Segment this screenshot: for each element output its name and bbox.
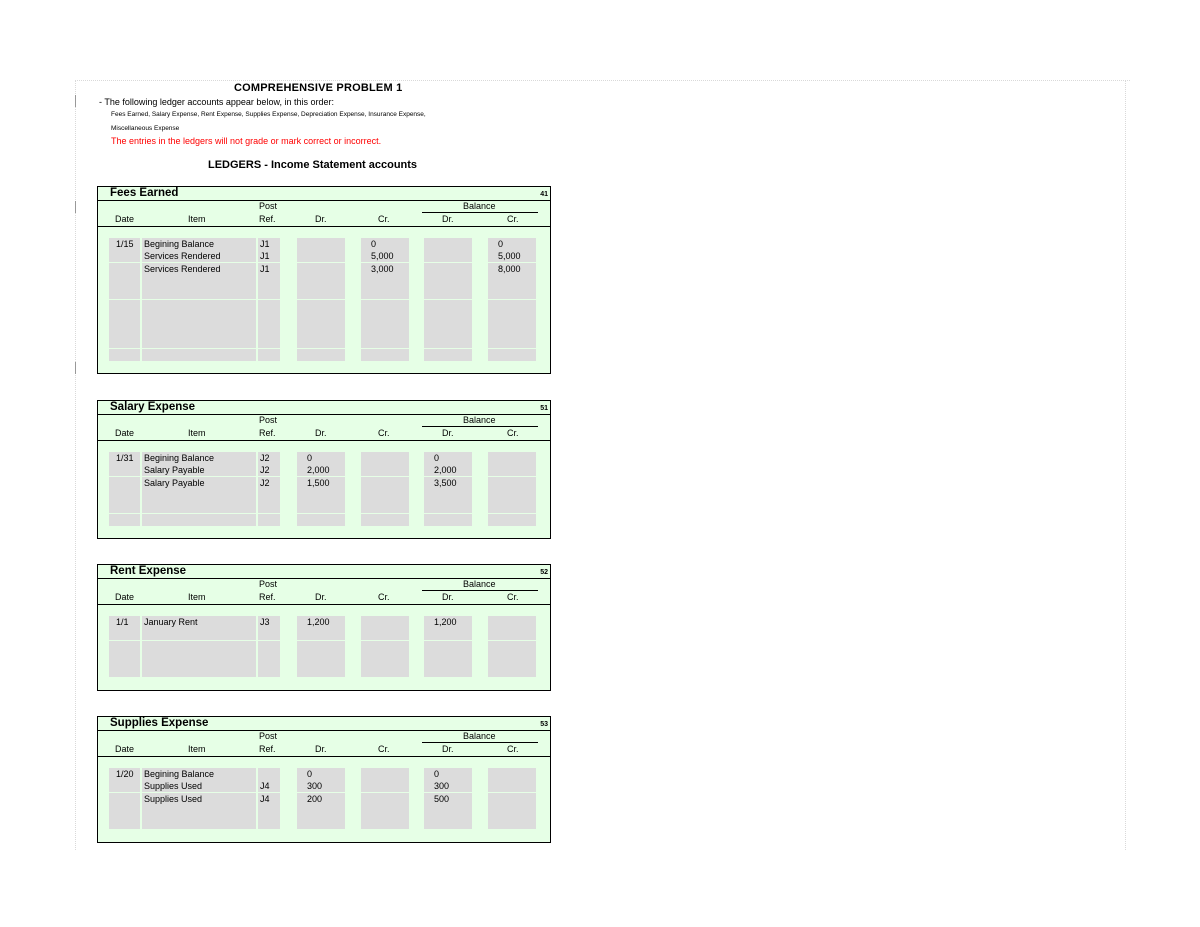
cell-item[interactable]: Begining Balance xyxy=(142,452,256,464)
cell-item[interactable] xyxy=(142,300,256,312)
account-number: 51 xyxy=(540,405,548,412)
cell-bal-cr[interactable]: 0 xyxy=(488,238,536,250)
cell-bal-dr[interactable] xyxy=(424,275,472,287)
balance-header: Balance xyxy=(463,731,496,741)
cell-bal-cr[interactable] xyxy=(488,616,536,628)
cell-cr[interactable]: 0 xyxy=(361,238,409,250)
cell-bal-cr[interactable] xyxy=(488,793,536,805)
cell-item[interactable] xyxy=(142,287,256,299)
cell-bal-cr[interactable]: 8,000 xyxy=(488,263,536,275)
cell-item[interactable]: Supplies Used xyxy=(142,780,256,792)
page-title: COMPREHENSIVE PROBLEM 1 xyxy=(234,82,403,94)
cell-cr[interactable] xyxy=(361,464,409,476)
ledger-rent-expense xyxy=(97,564,551,691)
cell-cr[interactable] xyxy=(361,452,409,464)
cell-item[interactable]: Salary Payable xyxy=(142,477,256,489)
cell-bal-dr[interactable] xyxy=(424,349,472,361)
cell-cr[interactable] xyxy=(361,793,409,805)
cell-item[interactable]: Supplies Used xyxy=(142,793,256,805)
cell-date[interactable] xyxy=(109,336,140,348)
cell-bal-dr[interactable] xyxy=(424,300,472,312)
cell-ref[interactable] xyxy=(258,653,280,665)
cell-item[interactable] xyxy=(142,336,256,348)
cell-dr[interactable]: 200 xyxy=(297,793,345,805)
cell-date[interactable]: 1/20 xyxy=(109,768,140,780)
account-list-line-2: Miscellaneous Expense xyxy=(111,125,180,132)
cell-dr[interactable] xyxy=(297,817,345,829)
cell-bal-cr[interactable]: 5,000 xyxy=(488,250,536,262)
balance-cr-header: Cr. xyxy=(507,428,519,438)
cell-date[interactable] xyxy=(109,780,140,792)
balance-dr-header: Dr. xyxy=(442,744,454,754)
cell-dr[interactable] xyxy=(297,349,345,361)
cell-bal-dr[interactable] xyxy=(424,489,472,501)
cell-cr[interactable] xyxy=(361,275,409,287)
item-header: Item xyxy=(188,592,206,602)
cell-ref[interactable]: J1 xyxy=(258,250,280,262)
balance-header: Balance xyxy=(463,201,496,211)
cell-date[interactable] xyxy=(109,501,140,513)
cell-bal-dr[interactable] xyxy=(424,336,472,348)
cell-ref[interactable] xyxy=(258,312,280,324)
cell-dr[interactable] xyxy=(297,653,345,665)
cell-bal-cr[interactable] xyxy=(488,817,536,829)
balance-header: Balance xyxy=(463,579,496,589)
cell-dr[interactable] xyxy=(297,275,345,287)
cell-bal-dr[interactable] xyxy=(424,238,472,250)
cell-bal-cr[interactable] xyxy=(488,452,536,464)
cell-item[interactable] xyxy=(142,324,256,336)
dr-header: Dr. xyxy=(315,744,327,754)
cell-date[interactable] xyxy=(109,489,140,501)
balance-cr-header: Cr. xyxy=(507,214,519,224)
ref-header: Ref. xyxy=(259,592,276,602)
cell-dr[interactable] xyxy=(297,300,345,312)
cell-bal-dr[interactable] xyxy=(424,665,472,677)
cell-cr[interactable] xyxy=(361,628,409,640)
cell-item[interactable] xyxy=(142,628,256,640)
cell-bal-cr[interactable] xyxy=(488,300,536,312)
cell-bal-dr[interactable] xyxy=(424,641,472,653)
post-header: Post xyxy=(259,415,278,425)
cell-bal-dr[interactable] xyxy=(424,514,472,526)
cell-date[interactable] xyxy=(109,514,140,526)
account-number: 41 xyxy=(540,191,548,198)
cell-item[interactable] xyxy=(142,641,256,653)
cell-date[interactable] xyxy=(109,250,140,262)
account-number: 52 xyxy=(540,569,548,576)
cell-bal-dr[interactable] xyxy=(424,501,472,513)
cell-ref[interactable]: J1 xyxy=(258,263,280,275)
gridline xyxy=(75,80,76,850)
item-header: Item xyxy=(188,744,206,754)
cell-ref[interactable] xyxy=(258,300,280,312)
cell-bal-cr[interactable] xyxy=(488,768,536,780)
cell-bal-dr[interactable] xyxy=(424,312,472,324)
cell-dr[interactable] xyxy=(297,312,345,324)
cell-date[interactable] xyxy=(109,805,140,817)
cell-bal-cr[interactable] xyxy=(488,641,536,653)
cell-ref[interactable]: J4 xyxy=(258,793,280,805)
cell-item[interactable] xyxy=(142,665,256,677)
cell-ref[interactable]: J2 xyxy=(258,464,280,476)
balance-cr-header: Cr. xyxy=(507,592,519,602)
item-header: Item xyxy=(188,214,206,224)
cell-cr[interactable] xyxy=(361,300,409,312)
cell-date[interactable] xyxy=(109,628,140,640)
balance-header: Balance xyxy=(463,415,496,425)
cell-cr[interactable] xyxy=(361,287,409,299)
cell-date[interactable] xyxy=(109,464,140,476)
cell-ref[interactable] xyxy=(258,324,280,336)
cell-cr[interactable] xyxy=(361,501,409,513)
cr-header: Cr. xyxy=(378,592,390,602)
margin-marker xyxy=(75,362,76,374)
cell-cr[interactable] xyxy=(361,616,409,628)
cell-date[interactable] xyxy=(109,349,140,361)
ledger-title: Supplies Expense xyxy=(110,717,209,729)
dr-header: Dr. xyxy=(315,214,327,224)
cell-ref[interactable]: J4 xyxy=(258,780,280,792)
cell-ref[interactable] xyxy=(258,817,280,829)
cell-dr[interactable] xyxy=(297,324,345,336)
cell-cr[interactable] xyxy=(361,312,409,324)
date-header: Date xyxy=(115,744,135,754)
divider xyxy=(98,226,550,227)
cell-dr[interactable] xyxy=(297,250,345,262)
cell-ref[interactable] xyxy=(258,514,280,526)
cell-bal-dr[interactable] xyxy=(424,805,472,817)
dr-header: Dr. xyxy=(315,428,327,438)
cell-dr[interactable]: 2,000 xyxy=(297,464,345,476)
date-header: Date xyxy=(115,592,135,602)
cell-bal-cr[interactable] xyxy=(488,477,536,489)
ref-header: Ref. xyxy=(259,214,276,224)
cell-bal-dr[interactable]: 0 xyxy=(424,452,472,464)
cell-bal-cr[interactable] xyxy=(488,665,536,677)
warning-text: The entries in the ledgers will not grade or mark correct or incorrect. xyxy=(111,136,382,146)
cell-date[interactable] xyxy=(109,300,140,312)
cell-bal-cr[interactable] xyxy=(488,653,536,665)
cell-item[interactable] xyxy=(142,312,256,324)
cell-dr[interactable]: 1,200 xyxy=(297,616,345,628)
date-header: Date xyxy=(115,214,135,224)
ledgers-subtitle: LEDGERS - Income Statement accounts xyxy=(208,159,418,171)
cell-cr[interactable] xyxy=(361,768,409,780)
divider xyxy=(422,426,538,427)
cell-ref[interactable] xyxy=(258,489,280,501)
cell-dr[interactable] xyxy=(297,628,345,640)
intro-text: - The following ledger accounts appear below, in this order: xyxy=(99,97,334,107)
cell-date[interactable] xyxy=(109,477,140,489)
cell-cr[interactable] xyxy=(361,336,409,348)
cell-cr[interactable] xyxy=(361,665,409,677)
cell-dr[interactable] xyxy=(297,501,345,513)
cell-bal-dr[interactable] xyxy=(424,324,472,336)
cell-item[interactable]: Services Rendered xyxy=(142,250,256,262)
cell-bal-dr[interactable]: 300 xyxy=(424,780,472,792)
cell-date[interactable] xyxy=(109,653,140,665)
cell-item[interactable] xyxy=(142,514,256,526)
post-header: Post xyxy=(259,731,278,741)
cell-item[interactable] xyxy=(142,805,256,817)
cell-ref[interactable] xyxy=(258,336,280,348)
cell-bal-dr[interactable]: 3,500 xyxy=(424,477,472,489)
cell-ref[interactable] xyxy=(258,349,280,361)
gridline xyxy=(1125,80,1126,850)
cell-item[interactable] xyxy=(142,489,256,501)
cell-bal-dr[interactable]: 0 xyxy=(424,768,472,780)
cell-cr[interactable]: 3,000 xyxy=(361,263,409,275)
ledger-salary-expense xyxy=(97,400,551,539)
post-header: Post xyxy=(259,201,278,211)
cell-date[interactable] xyxy=(109,793,140,805)
cell-bal-cr[interactable] xyxy=(488,805,536,817)
ledger-fees-earned xyxy=(97,186,551,374)
cell-bal-cr[interactable] xyxy=(488,324,536,336)
cell-dr[interactable] xyxy=(297,805,345,817)
cell-item[interactable]: January Rent xyxy=(142,616,256,628)
cr-header: Cr. xyxy=(378,428,390,438)
cell-cr[interactable] xyxy=(361,477,409,489)
cell-date[interactable] xyxy=(109,312,140,324)
cell-item[interactable] xyxy=(142,653,256,665)
cell-item[interactable]: Begining Balance xyxy=(142,238,256,250)
cell-cr[interactable] xyxy=(361,641,409,653)
cell-bal-dr[interactable] xyxy=(424,817,472,829)
cell-date[interactable]: 1/31 xyxy=(109,452,140,464)
cell-item[interactable] xyxy=(142,349,256,361)
divider xyxy=(422,212,538,213)
cell-ref[interactable]: J1 xyxy=(258,238,280,250)
cell-item[interactable]: Begining Balance xyxy=(142,768,256,780)
cell-item[interactable] xyxy=(142,817,256,829)
cell-dr[interactable] xyxy=(297,238,345,250)
cell-dr[interactable] xyxy=(297,641,345,653)
cell-item[interactable]: Salary Payable xyxy=(142,464,256,476)
cell-bal-dr[interactable] xyxy=(424,250,472,262)
cell-bal-cr[interactable] xyxy=(488,489,536,501)
cell-dr[interactable] xyxy=(297,514,345,526)
margin-marker xyxy=(75,95,76,107)
cell-bal-cr[interactable] xyxy=(488,336,536,348)
cell-bal-dr[interactable]: 1,200 xyxy=(424,616,472,628)
cell-bal-dr[interactable] xyxy=(424,628,472,640)
cell-bal-dr[interactable]: 2,000 xyxy=(424,464,472,476)
cell-item[interactable] xyxy=(142,501,256,513)
ref-header: Ref. xyxy=(259,744,276,754)
cell-dr[interactable]: 0 xyxy=(297,768,345,780)
cell-date[interactable] xyxy=(109,817,140,829)
cell-dr[interactable] xyxy=(297,665,345,677)
cell-bal-cr[interactable] xyxy=(488,349,536,361)
cell-cr[interactable] xyxy=(361,324,409,336)
cell-bal-cr[interactable] xyxy=(488,780,536,792)
cell-bal-cr[interactable] xyxy=(488,514,536,526)
cell-bal-cr[interactable] xyxy=(488,501,536,513)
divider xyxy=(98,440,550,441)
cell-ref[interactable]: J2 xyxy=(258,452,280,464)
cell-bal-cr[interactable] xyxy=(488,287,536,299)
cell-dr[interactable]: 0 xyxy=(297,452,345,464)
cell-bal-cr[interactable] xyxy=(488,275,536,287)
cell-dr[interactable]: 1,500 xyxy=(297,477,345,489)
cell-ref[interactable] xyxy=(258,501,280,513)
cell-cr[interactable] xyxy=(361,780,409,792)
cell-date[interactable]: 1/1 xyxy=(109,616,140,628)
cell-bal-cr[interactable] xyxy=(488,628,536,640)
divider xyxy=(422,590,538,591)
item-header: Item xyxy=(188,428,206,438)
cell-ref[interactable] xyxy=(258,641,280,653)
cr-header: Cr. xyxy=(378,744,390,754)
balance-dr-header: Dr. xyxy=(442,214,454,224)
cell-bal-cr[interactable] xyxy=(488,464,536,476)
date-header: Date xyxy=(115,428,135,438)
cell-bal-dr[interactable]: 500 xyxy=(424,793,472,805)
cell-date[interactable] xyxy=(109,641,140,653)
divider xyxy=(422,742,538,743)
cell-bal-dr[interactable] xyxy=(424,287,472,299)
cell-date[interactable] xyxy=(109,263,140,275)
cr-header: Cr. xyxy=(378,214,390,224)
cell-date[interactable] xyxy=(109,287,140,299)
cell-cr[interactable] xyxy=(361,489,409,501)
balance-dr-header: Dr. xyxy=(442,428,454,438)
cell-item[interactable]: Services Rendered xyxy=(142,263,256,275)
cell-dr[interactable]: 300 xyxy=(297,780,345,792)
cell-date[interactable] xyxy=(109,665,140,677)
cell-cr[interactable] xyxy=(361,514,409,526)
cell-date[interactable] xyxy=(109,275,140,287)
margin-marker xyxy=(75,201,76,213)
divider xyxy=(98,756,550,757)
cell-date[interactable] xyxy=(109,324,140,336)
post-header: Post xyxy=(259,579,278,589)
cell-dr[interactable] xyxy=(297,287,345,299)
account-list-line-1: Fees Earned, Salary Expense, Rent Expense, Supplies Expense, Depreciation Expense, Insurance Expense, xyxy=(111,111,426,118)
ledger-supplies-expense xyxy=(97,716,551,843)
cell-dr[interactable] xyxy=(297,336,345,348)
gridline xyxy=(75,80,1130,81)
cell-ref[interactable] xyxy=(258,768,280,780)
balance-dr-header: Dr. xyxy=(442,592,454,602)
cell-bal-cr[interactable] xyxy=(488,312,536,324)
cell-bal-dr[interactable] xyxy=(424,263,472,275)
cell-ref[interactable] xyxy=(258,287,280,299)
cell-dr[interactable] xyxy=(297,489,345,501)
cell-bal-dr[interactable] xyxy=(424,653,472,665)
cell-ref[interactable]: J2 xyxy=(258,477,280,489)
ledger-title: Salary Expense xyxy=(110,401,196,413)
ref-header: Ref. xyxy=(259,428,276,438)
balance-cr-header: Cr. xyxy=(507,744,519,754)
dr-header: Dr. xyxy=(315,592,327,602)
cell-item[interactable] xyxy=(142,275,256,287)
cell-cr[interactable] xyxy=(361,805,409,817)
cell-ref[interactable] xyxy=(258,275,280,287)
ledger-title: Fees Earned xyxy=(110,187,179,199)
cell-cr[interactable] xyxy=(361,817,409,829)
cell-ref[interactable]: J3 xyxy=(258,616,280,628)
cell-cr[interactable] xyxy=(361,653,409,665)
cell-date[interactable]: 1/15 xyxy=(109,238,140,250)
cell-cr[interactable] xyxy=(361,349,409,361)
cell-ref[interactable] xyxy=(258,628,280,640)
divider xyxy=(98,604,550,605)
ledger-title: Rent Expense xyxy=(110,565,187,577)
cell-ref[interactable] xyxy=(258,805,280,817)
cell-ref[interactable] xyxy=(258,665,280,677)
cell-dr[interactable] xyxy=(297,263,345,275)
cell-cr[interactable]: 5,000 xyxy=(361,250,409,262)
account-number: 53 xyxy=(540,721,548,728)
